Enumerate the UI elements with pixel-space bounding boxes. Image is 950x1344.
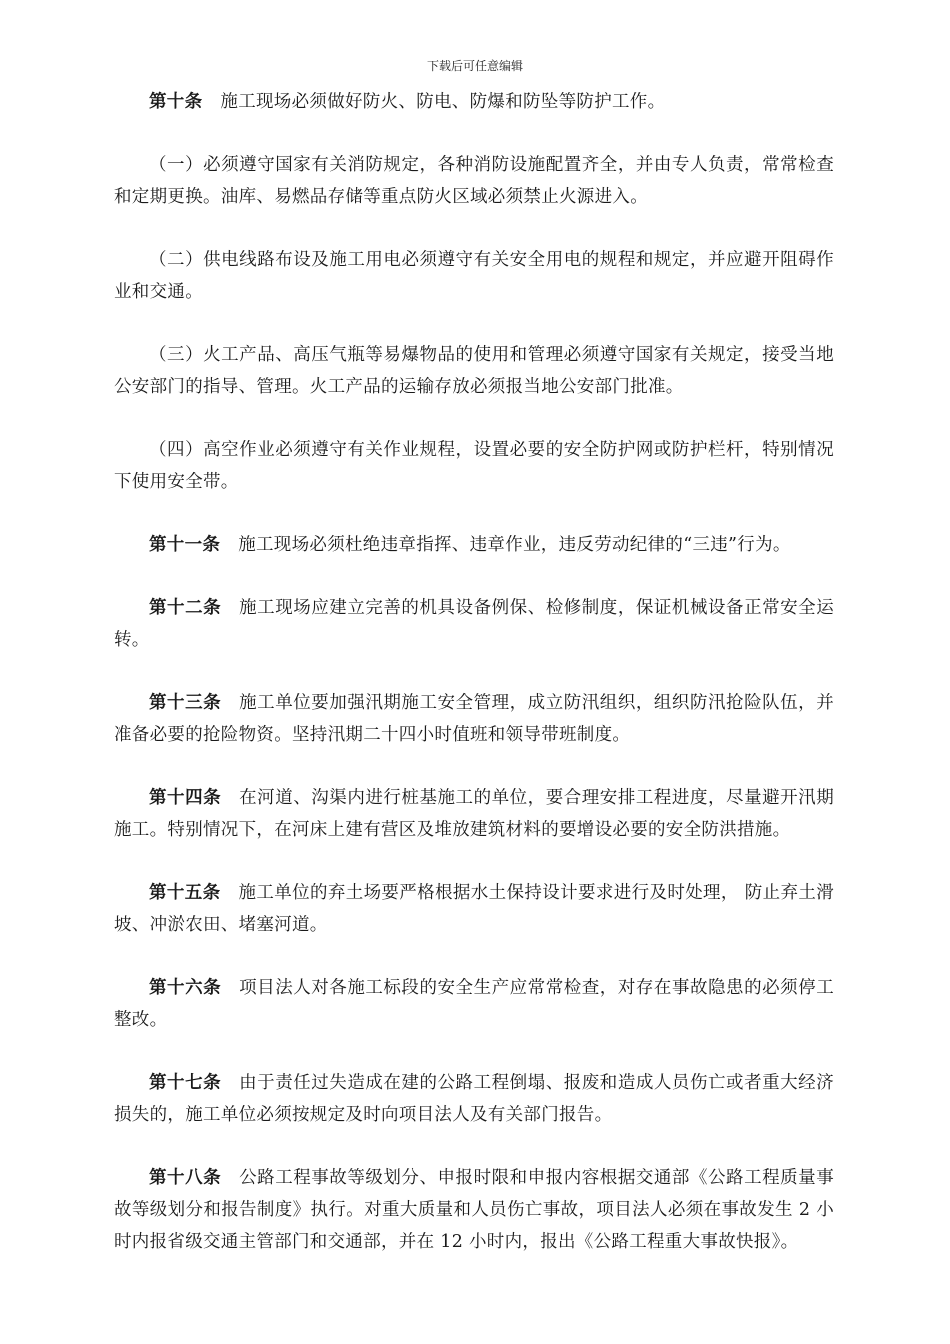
article-text: 项目法人对各施工标段的安全生产应常常检查，对存在事故隐患的必须停工整改。	[114, 978, 834, 1030]
clause-text: （二）供电线路布设及施工用电必须遵守有关安全用电的规程和规定，并应避开阻碍作业和交通。	[114, 250, 834, 302]
article-18	[114, 1162, 834, 1258]
clause-text: （四）高空作业必须遵守有关作业规程，设置必要的安全防护网或防护栏杆，特别情况下使用安全带。	[114, 440, 834, 492]
article-12	[114, 592, 834, 656]
clause-3	[114, 339, 834, 403]
article-number: 第十六条	[149, 978, 222, 998]
article-15	[114, 877, 834, 941]
page-header: 下载后可任意编辑	[426, 59, 523, 73]
article-text: 施工单位要加强汛期施工安全管理，成立防汛组织，组织防汛抢险队伍，并准备必要的抢险物资。坚持汛期二十四小时值班和领导带班制度。	[114, 693, 834, 745]
clause-1	[114, 149, 834, 213]
article-text: 在河道、沟渠内进行桩基施工的单位，要合理安排工程进度，尽量避开汛期施工。特别情况下，在河床上建有营区及堆放建筑材料的要增设必要的安全防洪措施。	[114, 788, 834, 840]
article-16	[114, 972, 834, 1036]
article-13	[114, 687, 834, 751]
article-14	[114, 782, 834, 846]
article-text: 施工现场必须做好防火、防电、防爆和防坠等防护工作。	[220, 92, 666, 112]
article-number: 第十五条	[149, 883, 221, 903]
clause-text: （一）必须遵守国家有关消防规定，各种消防设施配置齐全，并由专人负责，常常检查和定期更换。油库、易燃品存储等重点防火区域必须禁止火源进入。	[114, 155, 834, 207]
article-number: 第十三条	[149, 693, 222, 713]
clause-text: （三）火工产品、高压气瓶等易爆物品的使用和管理必须遵守国家有关规定，接受当地公安部门的指导、管理。火工产品的运输存放必须报当地公安部门批准。	[114, 345, 834, 397]
article-number: 第十条	[149, 92, 203, 112]
article-text: 由于责任过失造成在建的公路工程倒塌、报废和造成人员伤亡或者重大经济损失的，施工单位必须按规定及时向项目法人及有关部门报告。	[114, 1073, 834, 1125]
article-11	[114, 529, 834, 561]
article-10	[114, 86, 834, 118]
article-number: 第十八条	[149, 1168, 222, 1188]
clause-2	[114, 244, 834, 308]
article-number: 第十二条	[149, 598, 222, 618]
article-text: 施工现场必须杜绝违章指挥、违章作业，违反劳动纪律的“三违”行为。	[238, 535, 791, 555]
clause-4	[114, 434, 834, 498]
document-body	[114, 86, 834, 1289]
article-text: 公路工程事故等级划分、申报时限和申报内容根据交通部《公路工程质量事故等级划分和报告制度》执行。对重大质量和人员伤亡事故，项目法人必须在事故发生 2 小时内报省级交通主管部门和交通部，并在 12 小时内，报出《公路工程重大事故快报》。	[114, 1168, 834, 1252]
article-number: 第十七条	[149, 1073, 222, 1093]
article-number: 第十四条	[149, 788, 222, 808]
article-text: 施工现场应建立完善的机具设备例保、检修制度，保证机械设备正常安全运转。	[114, 598, 834, 650]
article-17	[114, 1067, 834, 1131]
article-number: 第十一条	[149, 535, 221, 555]
article-text: 施工单位的弃土场要严格根据水土保持设计要求进行及时处理， 防止弃土滑坡、冲淤农田、堵塞河道。	[114, 883, 835, 935]
